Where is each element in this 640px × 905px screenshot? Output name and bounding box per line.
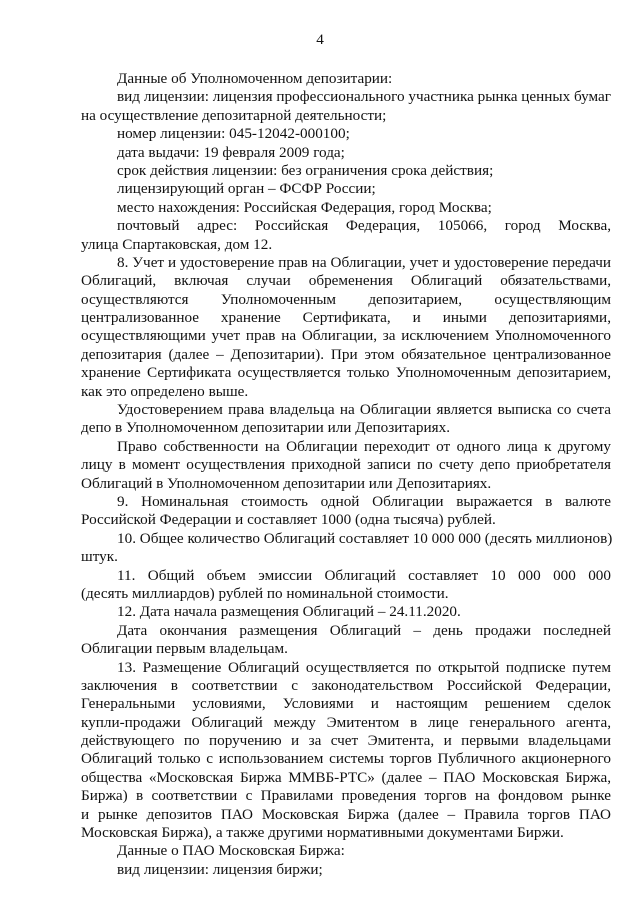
text-line: депозитария (далее – Депозитарии). При этом обязательное централизованное	[81, 345, 611, 363]
text-line: вид лицензии: лицензия профессионального участника рынка ценных бумаг	[117, 88, 612, 106]
text-line: штук.	[81, 548, 118, 566]
text-line: Право собственности на Облигации переходит от одного лица к другому	[117, 437, 611, 455]
text-line: заключения в соответствии с законодательством Российской Федерации,	[81, 676, 611, 694]
text-line: Облигации первым владельцам.	[81, 640, 288, 658]
text-line: дата выдачи: 19 февраля 2009 года;	[117, 143, 345, 161]
text-line: Удостоверением права владельца на Облигации является выписка со счета	[117, 401, 611, 419]
text-line: лицензирующий орган – ФСФР России;	[117, 180, 376, 198]
text-line: 12. Дата начала размещения Облигаций – 24.11.2020.	[117, 603, 461, 621]
text-line: 8. Учет и удостоверение прав на Облигации, учет и удостоверение передачи	[117, 253, 611, 271]
text-line: Данные об Уполномоченном депозитарии:	[117, 70, 393, 87]
text-line: депо в Уполномоченном депозитарии или Депозитариях.	[81, 419, 451, 437]
text-line: и рынке депозитов ПАО Московская Биржа (далее – Правила торгов ПАО	[81, 805, 611, 823]
text-line: почтовый адрес: Российская Федерация, 105066, город Москва,	[117, 217, 611, 235]
text-line: на осуществление депозитарной деятельности;	[81, 106, 387, 124]
text-line: Московская Биржа), а также другими нормативными документами Биржи.	[81, 824, 564, 842]
text-line: централизованное хранение Сертификата, и иными депозитариями,	[81, 309, 611, 327]
text-line: Биржа) в соответствии с Правилами проведения торгов на фондовом рынке	[81, 787, 611, 805]
text-line: 10. Общее количество Облигаций составляет 10 000 000 (десять миллионов)	[117, 529, 613, 547]
text-line: Дата окончания размещения Облигаций – день продажи последней	[117, 621, 611, 639]
text-line: (десять миллиардов) рублей по номинальной стоимости.	[81, 584, 449, 602]
text-line: купли-продажи Облигаций между Эмитентом в лице генерального агента,	[81, 713, 611, 731]
text-line: осуществляются Уполномоченным депозитарием, осуществляющим	[81, 290, 611, 308]
text-line: Российской Федерации и составляет 1000 (одна тысяча) рублей.	[81, 511, 496, 529]
text-line: 11. Общий объем эмиссии Облигаций составляет 10 000 000 000	[117, 566, 611, 584]
text-line: номер лицензии: 045-12042-000100;	[117, 125, 350, 143]
text-line: Генеральными условиями, Условиями и настоящим решением сделок	[81, 695, 611, 713]
text-line: общества «Московская Биржа ММВБ-РТС» (далее – ПАО Московская Биржа,	[81, 768, 611, 786]
text-line: действующего по поручению и за счет Эмитента, и первыми владельцами	[81, 732, 611, 750]
text-line: вид лицензии: лицензия биржи;	[117, 860, 323, 878]
text-line: улица Спартаковская, дом 12.	[81, 235, 273, 253]
text-line: как это определено выше.	[81, 382, 249, 400]
text-line: осуществляющими учет прав на Облигации, за исключением Уполномоченного	[81, 327, 611, 345]
text-line: 9. Номинальная стоимость одной Облигации выражается в валюте	[117, 492, 611, 510]
text-line: 13. Размещение Облигаций осуществляется по открытой подписке путем	[117, 658, 611, 676]
text-line: Облигаций только с использованием системы торгов Публичного акционерного	[81, 750, 611, 768]
text-line: срок действия лицензии: без ограничения срока действия;	[117, 161, 494, 179]
text-line: Облигаций, включая случаи обременения Облигаций обязательствами,	[81, 272, 611, 290]
text-line: хранение Сертификата осуществляется только Уполномоченным депозитарием,	[81, 364, 611, 382]
text-line: Облигаций в Уполномоченном депозитарии или Депозитариях.	[81, 474, 492, 492]
page-number: 4	[316, 31, 324, 48]
text-line: место нахождения: Российская Федерация, город Москва;	[117, 198, 492, 216]
text-line: лицу в момент осуществления приходной записи по счету депо приобретателя	[81, 456, 611, 474]
text-line: Данные о ПАО Московская Биржа:	[117, 842, 345, 860]
document-body	[81, 70, 611, 879]
